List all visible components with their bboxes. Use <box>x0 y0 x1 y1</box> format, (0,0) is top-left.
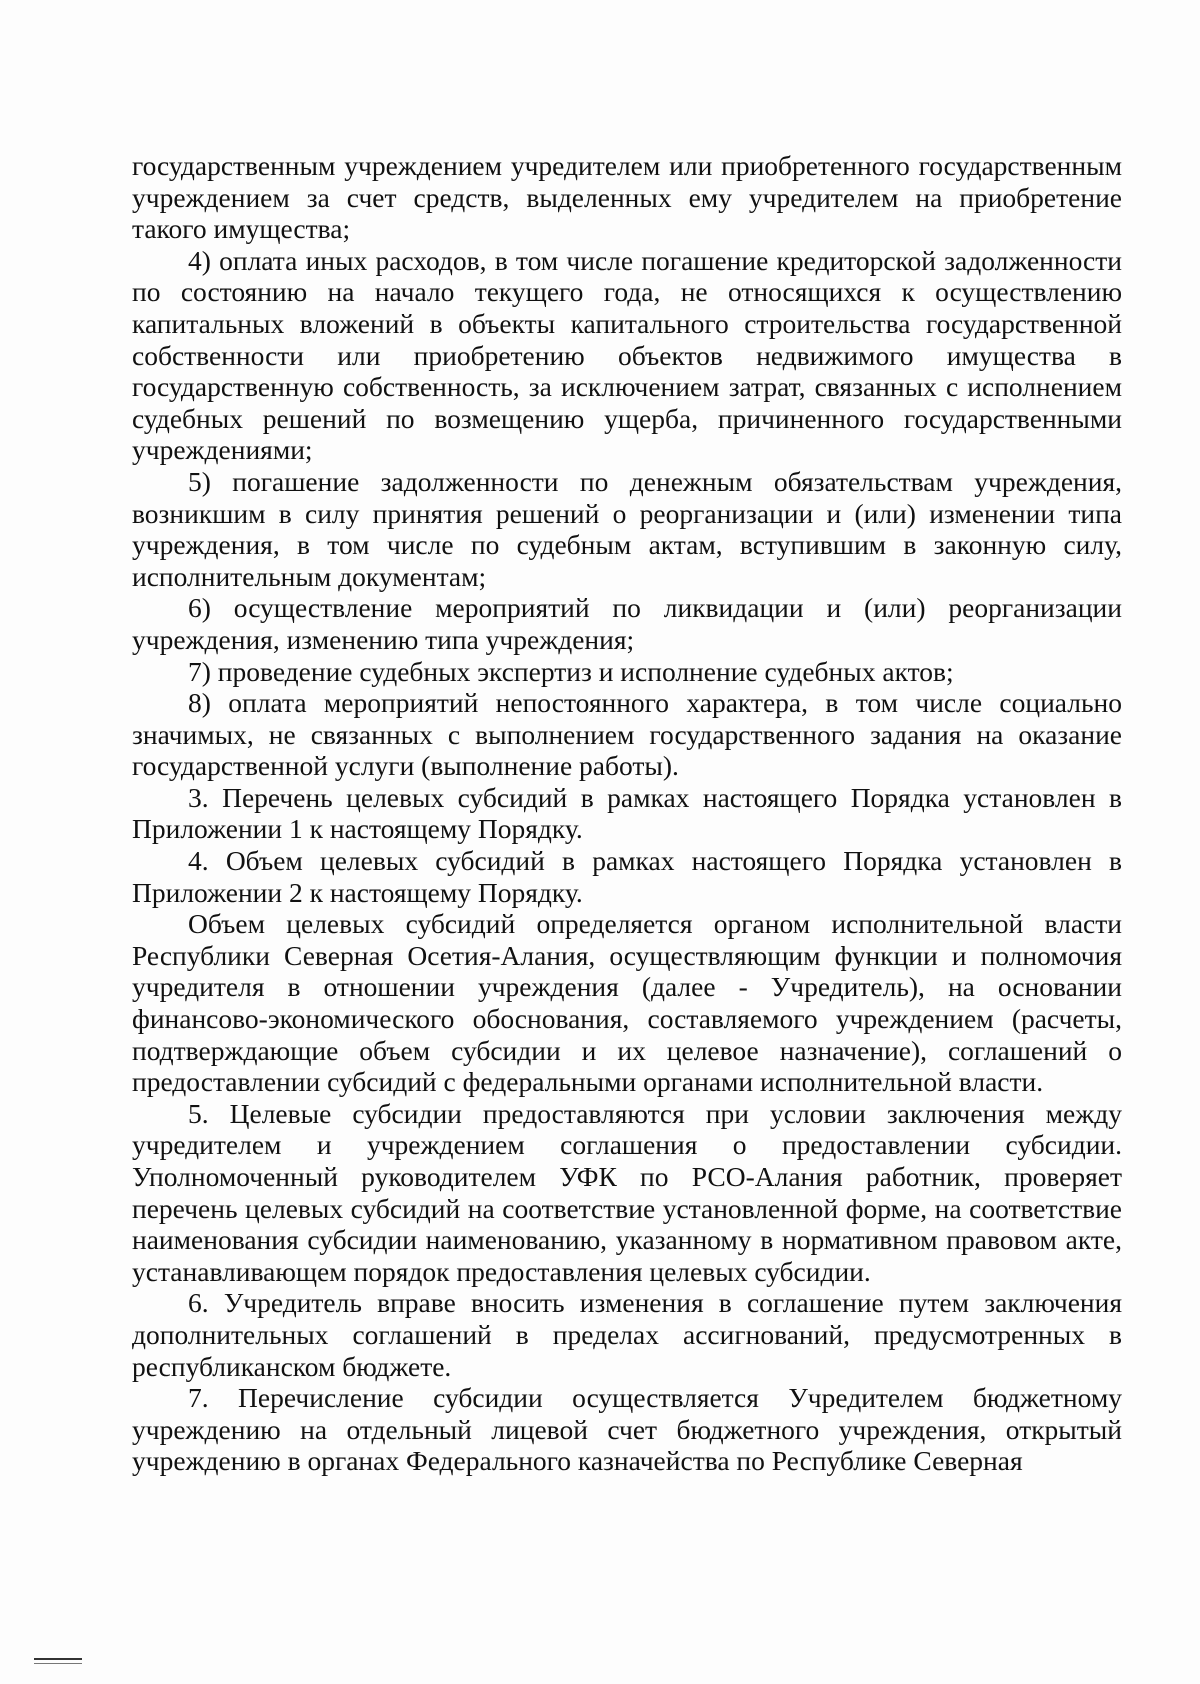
paragraph-continuation: государственным учреждением учредителем или приобретенного государственным учреждением за счет средств, выделенных ему учредителем на приобретение такого имущества; <box>132 150 1122 245</box>
clause-7: 7. Перечисление субсидии осуществляется Учредителем бюджетному учреждению на отдельный лицевой счет бюджетного учреждения, открытый учреждению в органах Федерального казначейства по Республике Северная <box>132 1382 1122 1477</box>
scan-margin-mark <box>34 1658 82 1660</box>
clause-4: 4. Объем целевых субсидий в рамках настоящего Порядка установлен в Приложении 2 к настоящему Порядку. <box>132 845 1122 908</box>
list-item-8: 8) оплата мероприятий непостоянного характера, в том числе социально значимых, не связанных с выполнением государственного задания на оказание государственной услуги (выполнение работы). <box>132 687 1122 782</box>
clause-4-volume: Объем целевых субсидий определяется органом исполнительной власти Республики Северная Осетия-Алания, осуществляющим функции и полномочия учредителя в отношении учреждения (далее - Учредитель), на основании финансово-экономического обоснования, составляемого учреждением (расчеты, подтверждающие объем субсидии и их целевое назначение), соглашений о предоставлении субсидий с федеральными органами исполнительной власти. <box>132 908 1122 1098</box>
list-item-7: 7) проведение судебных экспертиз и исполнение судебных актов; <box>188 655 954 687</box>
list-item-5: 5) погашение задолженности по денежным обязательствам учреждения, возникшим в силу принятия решений о реорганизации и (или) изменении типа учреждения, в том числе по судебным актам, вступившим в законную силу, исполнительным документам; <box>132 465 1122 592</box>
document-body <box>132 150 1122 1477</box>
clause-6: 6. Учредитель вправе вносить изменения в соглашение путем заключения дополнительных соглашений в пределах ассигнований, предусмотренных в республиканском бюджете. <box>132 1287 1122 1382</box>
list-item-4: 4) оплата иных расходов, в том числе погашение кредиторской задолженности по состоянию на начало текущего года, не относящихся к осуществлению капитальных вложений в объекты капитального строительства государственной собственности или приобретению объектов недвижимого имущества в государственную собственность, за исключением затрат, связанных с исполнением судебных решений по возмещению ущерба, причиненного государственными учреждениями; <box>132 244 1122 466</box>
clause-3: 3. Перечень целевых субсидий в рамках настоящего Порядка установлен в Приложении 1 к настоящему Порядку. <box>132 781 1122 845</box>
clause-5: 5. Целевые субсидии предоставляются при условии заключения между учредителем и учреждением соглашения о предоставлении субсидии. Уполномоченный руководителем УФК по РСО-Алания работник, проверяет перечень целевых субсидий на соответствие установленной форме, на соответствие наименования субсидии наименованию, указанному в нормативном правовом акте, устанавливающем порядок предоставления целевых субсидии. <box>132 1097 1122 1287</box>
list-item-6: 6) осуществление мероприятий по ликвидации и (или) реорганизации учреждения, изменению типа учреждения; <box>132 592 1122 655</box>
scan-margin-mark-secondary <box>34 1663 82 1664</box>
